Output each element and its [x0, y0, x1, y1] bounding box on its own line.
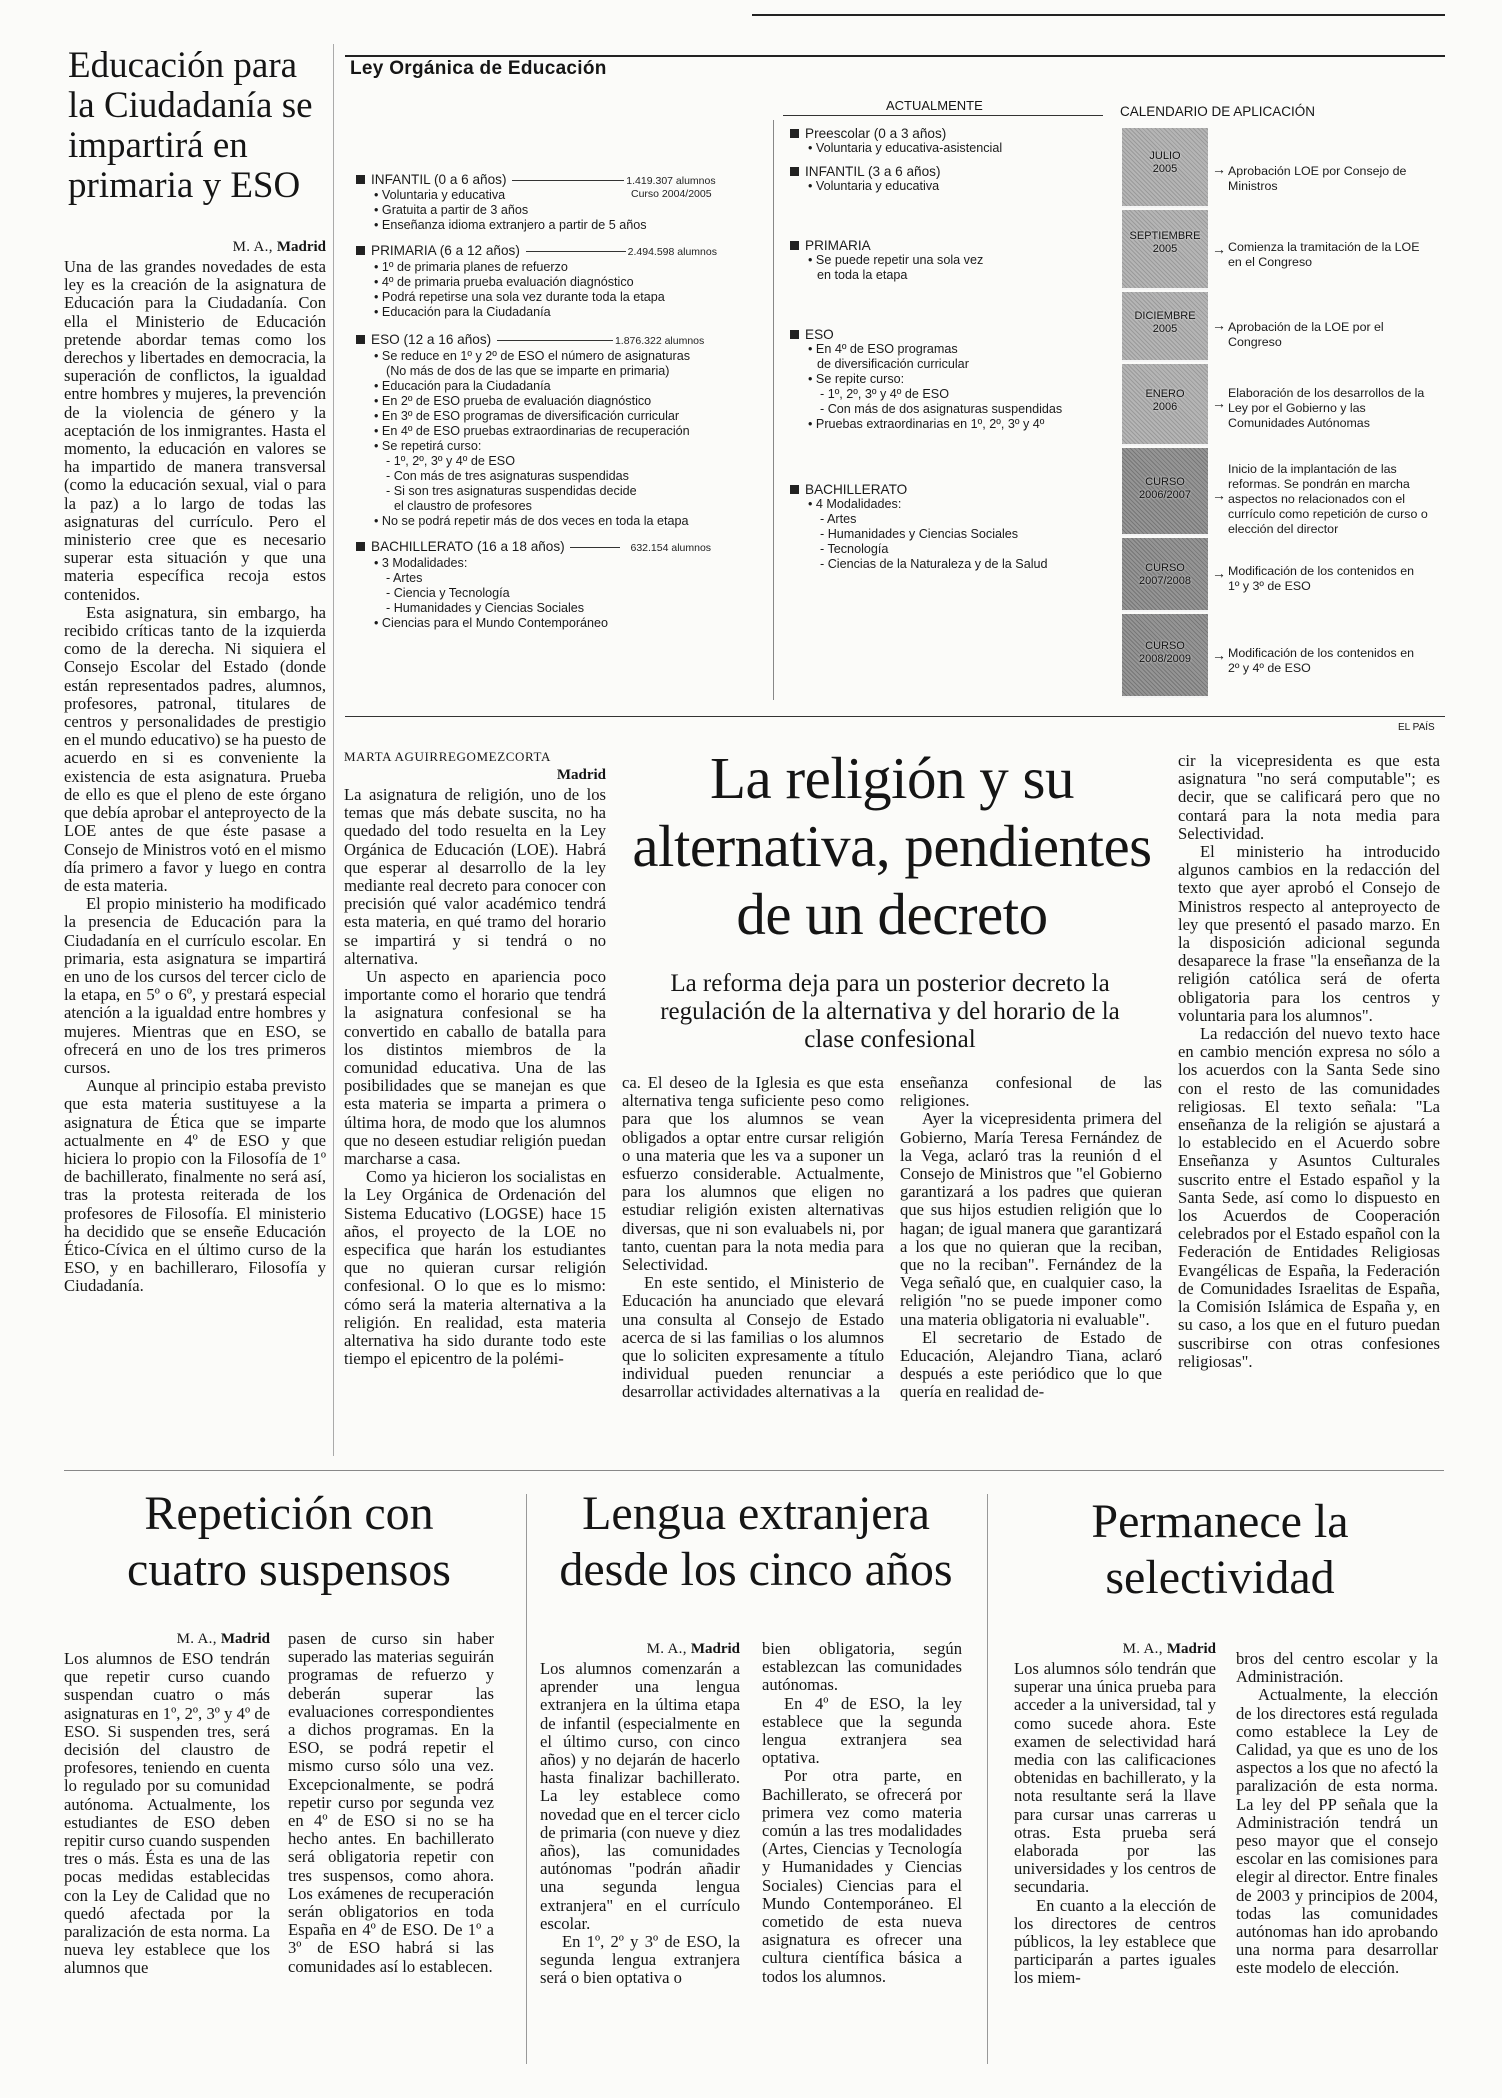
list-item: - Humanidades y Ciencias Sociales — [820, 527, 1019, 541]
bottom-section-rule — [64, 1470, 1444, 1471]
main-byline — [344, 748, 606, 784]
section-title: ESO — [805, 327, 834, 342]
paragraph: pasen de curso sin haber superado las materias seguirán programas de refuerzo y deberán superar las evaluaciones correspondientes a dichos programas. En la ESO, se podrá repetir el mismo curso sólo una vez. Excepcionalmente, se podrá repetir curso por segunda vez en 4º de ESO si no se ha hecho antes. En bachillerato será obligatoria repetir con tres suspensos, como ahora. Los exámenes de recuperación serán obligatorios en toda España en 4º de ESO. De 1º a 3º de ESO habrá si las comunidades así lo establecen. — [288, 1629, 494, 1976]
actual-preescolar — [790, 126, 1110, 156]
calendar-text: Comienza la tramitación de la LOE en el Congreso — [1228, 240, 1420, 269]
section-title: PRIMARIA — [371, 243, 436, 258]
paragraph: En este sentido, el Ministerio de Educación ha anunciado que elevará una consulta al Consejo de Estado acerca de si las familias o los alumnos que lo soliciten expresamente a título individual pueden renunciar a desarrollar actividades alternativas a la — [622, 1273, 884, 1402]
section-title: BACHILLERATO — [371, 539, 474, 554]
arrow-icon: → — [1212, 161, 1226, 177]
paragraph: En 1º, 2º y 3º de ESO, la segunda lengua extranjera será o bien optativa o — [540, 1932, 740, 1988]
calendar-block — [1122, 448, 1208, 536]
paragraph: Los alumnos de ESO tendrán que repetir curso cuando suspendan cuatro o más asignaturas en 1º, 2º, 3º y 4º de ESO. Si suspenden tres, será decisión del claustro de profesores, teniendo en cuenta lo regulado por su comunidad autónoma. Actualmente, los estudiantes de ESO deben repitir curso cuando suspenden tres o más. Ésta es una de las pocas medidas establecidas con la Ley de Calidad que no quedó afectada por la paralización de esta norma. La nueva ley establece que los alumnos que — [64, 1649, 270, 1978]
calendar-text: Aprobación LOE por Consejo de Ministros — [1228, 164, 1407, 193]
stat-students: 632.154 alumnos — [630, 542, 712, 554]
bottom2-byline — [540, 1640, 740, 1658]
calendar-label: ENERO — [1145, 388, 1185, 400]
stat-students: 2.494.598 alumnos — [627, 246, 717, 258]
calendar-label: DICIEMBRE — [1134, 310, 1196, 322]
loe-infantil — [356, 172, 751, 233]
paragraph: bien obligatoria, según establezcan las comunidades autónomas. — [762, 1639, 962, 1695]
calendar-year: 2005 — [1152, 243, 1178, 255]
calendar-text: Modificación de los contenidos en 1º y 3º de ESO — [1228, 564, 1414, 593]
section-title: PRIMARIA — [805, 238, 871, 253]
list-item: - Artes — [820, 512, 857, 526]
calendar-text: Elaboración de los desarrollos de la Ley por el Gobierno y las Comunidades Autónomas — [1228, 386, 1425, 430]
list-item: • Se reduce en 1º y 2º de ESO el número de asignaturas — [374, 349, 751, 364]
infographic-top-rule — [345, 55, 1445, 57]
paragraph: Ayer la vicepresidenta primera del Gobierno, María Teresa Fernández de la Vega, aclaró tras la reunión d el Consejo de Ministros que "el Gobierno garantizará a los padres que quieran que sus hijos estudien religión que lo hagan; de igual manera que garantizará a los que no quieran que la reciban, que no la reciban". Fernández de la Vega señaló que, en cualquier caso, la religión "no se puede imponer como una materia obligatoria ni evaluable". — [900, 1109, 1162, 1329]
calendar-block — [1122, 292, 1208, 362]
byline-author: M. A., — [1122, 1641, 1163, 1657]
list-item: - Si son tres asignaturas suspendidas decide — [386, 484, 637, 498]
paragraph: bros del centro escolar y la Administración. — [1236, 1649, 1438, 1687]
list-item: • Voluntaria y educativa — [808, 179, 1110, 194]
calendar-text: Aprobación de la LOE por el Congreso — [1228, 320, 1384, 349]
byline-city: Madrid — [556, 767, 606, 783]
paragraph: Actualmente, la elección de los directores está regulada como establece la Ley de Calidad, ya que es uno de los aspectos a los que no afectó la paralización de esta norma. La ley del PP señala que la Administración tendrá un peso mayor que el consejo escolar en las comisiones para elegir al director. Entre finales de 2003 y principios de 2004, todas las comunidades autónomas han ido aprobando una norma para desarrollar este modelo de elección. — [1236, 1685, 1438, 1978]
list-item: - Con más de tres asignaturas suspendidas — [386, 469, 629, 483]
arrow-icon: → — [1212, 647, 1226, 663]
byline-city: Madrid — [1166, 1641, 1216, 1657]
list-item: - Artes — [386, 571, 423, 585]
paragraph: Como ya hicieron los socialistas en la Ley Orgánica de Ordenación del Sistema Educativo (LOGSE) hace 15 años, el proyecto de la LOE no especifica que harán los estudiantes que no quieran cursar religión confesional. O lo que es lo mismo: cómo será la materia alternativa a la religión. En realidad, esta materia alternativa ha sido durante todo este tiempo el epicentro de la polémi- — [344, 1167, 606, 1369]
left-body — [64, 258, 326, 1296]
calendar-block — [1122, 364, 1208, 446]
calendar-year: 2007/2008 — [1139, 575, 1191, 587]
calendar-title: CALENDARIO DE APLICACIÓN — [1120, 104, 1316, 119]
list-item: - Tecnología — [820, 542, 889, 556]
calendar-label: CURSO — [1145, 562, 1185, 574]
section-title: INFANTIL — [371, 172, 431, 187]
bottom1-col1 — [64, 1650, 270, 1978]
list-item: • En 4º de ESO programas — [808, 342, 1110, 357]
calendar-block — [1122, 614, 1208, 698]
bottom3-col2 — [1236, 1650, 1438, 1978]
section-title: Preescolar — [805, 126, 870, 141]
list-item: - 1º, 2º, 3º y 4º de ESO — [386, 454, 515, 468]
age-range: (6 a 12 años) — [439, 243, 520, 258]
arrow-icon: → — [1212, 565, 1226, 581]
age-range: (0 a 3 años) — [873, 126, 947, 141]
bottom-divider-1 — [526, 1494, 527, 2064]
list-item: • Educación para la Ciudadanía — [374, 379, 751, 394]
infographic-loe-column — [356, 172, 751, 641]
section-title: INFANTIL — [805, 164, 865, 179]
list-item: • 3 Modalidades: — [374, 556, 751, 571]
paragraph: En 4º de ESO, la ley establece que la segunda lengua extranjera sea optativa. — [762, 1693, 962, 1768]
paragraph: Los alumnos sólo tendrán que superar una única prueba para acceder a la universidad, tal y como sucede ahora. Este examen de selectividad hará media con las calificaciones obtenidas en bachillerato, y la nota resultante será la llave para cursar unas carreras u otras. Esta prueba será elaborada por las universidades y los centros de secundaria. — [1014, 1659, 1216, 1897]
calendar-block — [1122, 538, 1208, 612]
actual-title: ACTUALMENTE — [886, 98, 983, 113]
byline-city: Madrid — [276, 239, 326, 255]
actual-bachillerato — [790, 482, 1110, 572]
column-divider — [333, 44, 334, 1456]
list-item: • En 3º de ESO programas de diversificación curricular — [374, 409, 751, 424]
main-subheadline: La reforma deja para un posterior decreto la regulación de la alternativa y del horario de la clase confesional — [660, 970, 1120, 1053]
stat-students: 1.419.307 alumnos — [626, 175, 716, 187]
calendar-block — [1122, 210, 1208, 290]
loe-eso — [356, 332, 751, 529]
paragraph: En cuanto a la elección de los directores de centros públicos, la ley establece que participarán a partes iguales los miem- — [1014, 1895, 1216, 1988]
main-col4 — [1178, 752, 1440, 1371]
paragraph: enseñanza confesional de las religiones. — [900, 1073, 1162, 1111]
section-title: ESO — [371, 332, 400, 347]
list-item: (No más de dos de las que se imparte en primaria) — [386, 364, 670, 378]
calendar-year: 2008/2009 — [1139, 653, 1191, 665]
paragraph: Un aspecto en apariencia poco importante como el horario que tendrá la asignatura confesional se ha convertido en caballo de batalla para los distintos miembros de la comunidad educativa. Una de las posibilidades que se manejan es que esta materia se imparta a primera o última hora, de modo que los alumnos que no deseen estudiar religión puedan marcharse a casa. — [344, 967, 606, 1169]
calendar-year: 2005 — [1152, 163, 1178, 175]
loe-bachillerato — [356, 539, 751, 631]
calendar-year: 2006 — [1152, 401, 1178, 413]
list-item: - 1º, 2º, 3º y 4º de ESO — [820, 387, 949, 401]
list-item: el claustro de profesores — [394, 499, 532, 513]
loe-primaria — [356, 243, 751, 320]
bottom1-col2 — [288, 1630, 494, 1976]
bottom1-byline — [64, 1630, 270, 1648]
source-credit: EL PAÍS — [1398, 722, 1435, 733]
top-rule — [752, 14, 1445, 16]
byline-author: M. A., — [176, 1631, 217, 1647]
calendar-column — [1122, 128, 1452, 698]
paragraph: El propio ministerio ha modificado la presencia de Educación para la Ciudadanía en el currículo escolar. En primaria, esta asignatura se impartirá en uno de los cursos del tercer ciclo de la etapa, en 5º o 6º, y prestará especial atención a la igualdad entre hombres y mujeres. Mientras que en ESO, se ofrecerá en uno de los tres primeros cursos. — [64, 894, 326, 1077]
list-item: • Se repetirá curso: — [374, 439, 751, 454]
main-col2 — [622, 1074, 884, 1402]
paragraph: Los alumnos comenzarán a aprender una lengua extranjera en la última etapa de infantil (especialmente en el último curso, con cinco años) y no dejarán de hacerlo hasta finalizar bachillerato. La ley establece como novedad que en el tercer ciclo de primaria (con nueve y diez años), las comunidades autónomas "podrán añadir una segunda lengua extranjera" en el currículo escolar. — [540, 1659, 740, 1933]
bottom3-headline: Permanece la selectividad — [1091, 1495, 1349, 1604]
calendar-block — [1122, 128, 1208, 208]
calendar-label: JULIO — [1149, 150, 1181, 162]
arrow-icon: → — [1212, 395, 1226, 411]
byline-author: M. A., — [232, 239, 273, 255]
left-byline — [64, 238, 326, 256]
actual-left-rule — [773, 120, 774, 700]
paragraph: Una de las grandes novedades de esta ley es la creación de la asignatura de Educación para la Ciudadanía. Con ella el Ministerio de Educación pretende abordar temas como los derechos y libertades en democracia, la superación de conflictos, la igualdad entre hombres y mujeres, la prevención de la violencia de género y la aceptación de los inmigrantes. Hasta el momento, la educación en valores se ha impartido de manera transversal (como la educación sexual, vial o para la paz) a lo largo de todas las asignaturas del currículo. Pero el ministerio cree que es necesario superar esta situación y que una materia específica recoja estos contenidos. — [64, 257, 326, 604]
paragraph: El secretario de Estado de Educación, Alejandro Tiana, aclaró después a este periódico que lo que quería en realidad de- — [900, 1327, 1162, 1402]
list-item: • Enseñanza idioma extranjero a partir de 5 años — [374, 218, 751, 233]
list-item: • 4º de primaria prueba evaluación diagnóstico — [374, 275, 751, 290]
list-item: - Con más de dos asignaturas suspendidas — [820, 402, 1063, 416]
bottom-divider-2 — [987, 1494, 988, 2064]
infographic-title: Ley Orgánica de Educación — [350, 58, 607, 79]
calendar-label: SEPTIEMBRE — [1129, 230, 1201, 242]
calendar-label: CURSO — [1145, 476, 1185, 488]
actual-infantil — [790, 164, 1110, 194]
arrow-icon: → — [1212, 317, 1226, 333]
main-headline: La religión y su alternativa, pendientes de un decreto — [632, 745, 1152, 947]
actual-eso — [790, 327, 1110, 432]
bottom2-col1 — [540, 1660, 740, 1988]
actual-title-rule — [783, 115, 1103, 116]
bottom2-col2 — [762, 1640, 962, 1986]
calendar-year: 2006/2007 — [1139, 489, 1191, 501]
calendar-text: Inicio de la implantación de las reformas. Se pondrán en marcha aspectos no relacionados con el currículo como repetición de curso o elección del director — [1228, 462, 1428, 536]
list-item: • No se podrá repetir más de dos veces en toda la etapa — [374, 514, 751, 529]
bottom3-byline — [1014, 1640, 1216, 1658]
list-item: • Podrá repetirse una sola vez durante toda la etapa — [374, 290, 751, 305]
list-item: - Ciencias de la Naturaleza y de la Salud — [820, 557, 1048, 571]
list-item: de diversificación curricular — [817, 357, 969, 371]
age-range: (16 a 18 años) — [477, 539, 565, 554]
byline-city: Madrid — [690, 1641, 740, 1657]
stat-students: 1.876.322 alumnos — [614, 335, 705, 347]
list-item: • 1º de primaria planes de refuerzo — [374, 260, 751, 275]
paragraph: cir la vicepresidenta es que esta asignatura "no será computable"; es decir, que se calificará pero que no contará para la nota media para Selectividad. — [1178, 751, 1440, 843]
left-headline: Educación para la Ciudadanía se impartirá en primaria y ESO — [68, 45, 313, 206]
arrow-icon: → — [1212, 487, 1226, 503]
byline-author: MARTA AGUIRREGOMEZCORTA — [344, 749, 551, 764]
list-item: • Se repite curso: — [808, 372, 1110, 387]
list-item: • En 2º de ESO prueba de evaluación diagnóstico — [374, 394, 751, 409]
byline-author: M. A., — [646, 1641, 687, 1657]
paragraph: ca. El deseo de la Iglesia es que esta alternativa tenga suficiente peso como para que los alumnos se vean obligados a optar entre cursar religión o una materia que les va a suponer un esfuerzo considerable. Actualmente, para los alumnos que eligen no estudiar religión existen alternativas diversas, que ni son evaluabels ni, por tanto, cuentan para la nota media para Selectividad. — [622, 1073, 884, 1275]
list-item: • Pruebas extraordinarias en 1º, 2º, 3º y 4º — [808, 417, 1110, 432]
list-item: • Ciencias para el Mundo Contemporáneo — [374, 616, 751, 631]
list-item: - Humanidades y Ciencias Sociales — [386, 601, 585, 615]
infographic-actual-column — [790, 126, 1110, 572]
list-item: • Se puede repetir una sola vez — [808, 253, 1110, 268]
bottom3-col1 — [1014, 1660, 1216, 1988]
list-item: • Voluntaria y educativa-asistencial — [808, 141, 1110, 156]
list-item: en toda la etapa — [817, 268, 908, 282]
list-item: • En 4º de ESO pruebas extraordinarias de recuperación — [374, 424, 751, 439]
main-col3 — [900, 1074, 1162, 1402]
list-item: • Gratuita a partir de 3 años — [374, 203, 751, 218]
paragraph: La asignatura de religión, uno de los temas que más debate suscita, no ha quedado del todo resuelta en la Ley Orgánica de Educación (LOE). Habrá que esperar al desarrollo de la ley mediante real decreto para conocer con precisión qué valor académico tendrá esta materia, en qué tramo del horario se impartirá y si tendrá o no alternativa. — [344, 785, 606, 968]
paragraph: Aunque al principio estaba previsto que esta materia sustituyese a la asignatura de Ética que se imparte actualmente en 4º de ESO y que hiciera lo propio con la Filosofía de 1º de bachillerato, finalmente no será así, tras la protesta reiterada de los profesores de Filosofía. El ministerio ha decidido que se enseñe Educación Ético-Cívica en el último curso de la ESO, y en bachilleraro, Filosofía y Ciudadanía. — [64, 1076, 326, 1296]
calendar-text: Modificación de los contenidos en 2º y 4º de ESO — [1228, 646, 1414, 675]
infographic-bottom-rule — [345, 716, 1445, 717]
actual-primaria — [790, 238, 1110, 283]
paragraph: La redacción del nuevo texto hace en cambio mención expresa no sólo a los acuerdos con la Santa Sede sino con el resto de las comunidades religiosas. El texto señala: "La enseñanza de la religión se ajustará a lo establecido en el Acuerdo sobre Enseñanza y Asuntos Culturales suscrito entre el Estado español y la Santa Sede, así como lo dispuesto en los Acuerdos de Cooperación celebrados por el Estado español con la Federación de Entidades Religiosas Evangélicas de España, la Federación de Comunidades Israelitas de España, la Comisión Islámica de España y, en su caso, a los que en el futuro puedan suscribirse con otras confesiones religiosas". — [1178, 1024, 1440, 1371]
list-item: • Voluntaria y educativa — [374, 188, 751, 203]
paragraph: El ministerio ha introducido algunos cambios en la redacción del texto que ayer aprobó el Consejo de Ministros respecto al anteproyecto de ley que presentó el pasado marzo. En la disposición adicional segunda desaparece la frase "la enseñanza de la religión católica será de oferta obligatoria para los centros y voluntaria para los alumnos". — [1178, 842, 1440, 1025]
bottom1-headline: Repetición con cuatro suspensos — [127, 1487, 451, 1596]
list-item: - Ciencia y Tecnología — [386, 586, 510, 600]
age-range: (0 a 6 años) — [433, 172, 507, 187]
age-range: (3 a 6 años) — [867, 164, 941, 179]
arrow-icon: → — [1212, 241, 1226, 257]
bottom2-headline: Lengua extranjera desde los cinco años — [559, 1487, 953, 1596]
calendar-year: 2005 — [1152, 323, 1178, 335]
stat-course: Curso 2004/2005 — [631, 188, 712, 200]
paragraph: Esta asignatura, sin embargo, ha recibido críticas tanto de la izquierda como de la derecha. Ni siquiera el Consejo Escolar del Estado (donde están representados padres, alumnos, profesores, patronal, titulares de centros y personalidades de prestigio en el mundo educativo) se ha puesto de acuerdo en si es conveniente la existencia de esta asignatura. Prueba de ello es que el pleno de este órgano que debía aprobar el anteproyecto de la LOE antes de que éste pasase a Consejo de Ministros votó en el mismo día primero a favor y luego en contra de esta materia. — [64, 602, 326, 895]
list-item: • Educación para la Ciudadanía — [374, 305, 751, 320]
list-item: • 4 Modalidades: — [808, 497, 1110, 512]
main-col1 — [344, 786, 606, 1369]
age-range: (12 a 16 años) — [403, 332, 492, 347]
calendar-label: CURSO — [1145, 640, 1185, 652]
paragraph: Por otra parte, en Bachillerato, se ofrecerá por primera vez como materia común a las tres modalidades (Artes, Ciencias y Tecnología y Humanidades y Ciencias Sociales) Ciencias para el Mundo Contemporáneo. El cometido de esta nueva asignatura es ofrecer una cultura científica básica a todos los alumnos. — [762, 1766, 962, 1986]
byline-city: Madrid — [220, 1631, 270, 1647]
section-title: BACHILLERATO — [805, 482, 908, 497]
